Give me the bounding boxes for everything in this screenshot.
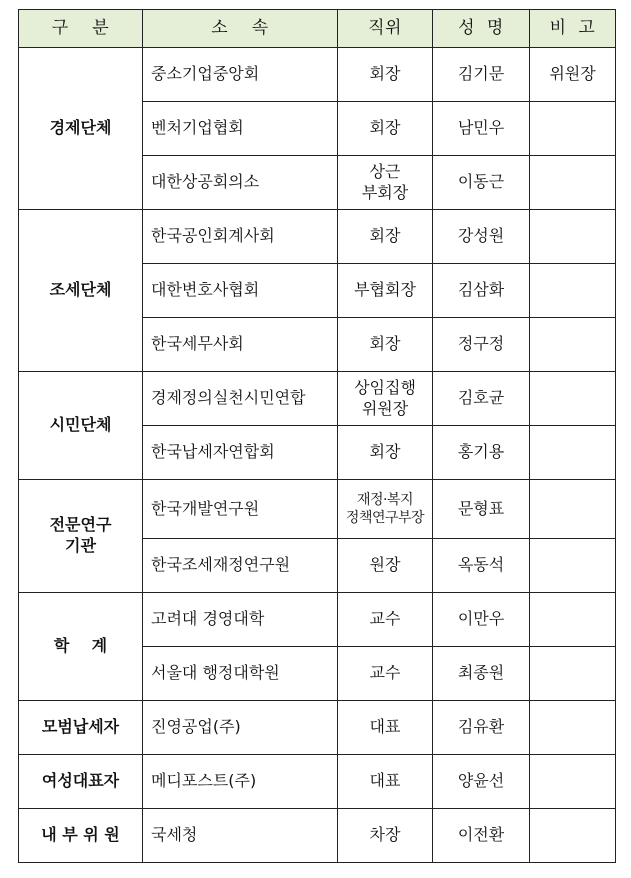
position-line: 부회장: [361, 182, 409, 202]
position-line: 교수: [369, 663, 401, 683]
position-line: 부협회장: [354, 280, 416, 300]
category-cell: 여성대표자: [19, 755, 143, 809]
name-cell: 강성원: [433, 210, 530, 264]
position-cell: [338, 156, 433, 210]
category-cell: 조세단체: [19, 210, 143, 372]
table-row: [19, 755, 616, 809]
category-cell: 내 부 위 원: [19, 809, 143, 863]
position-cell: [338, 372, 433, 426]
position-line: 원장: [369, 555, 401, 575]
note-cell: [530, 102, 616, 156]
table-row: [19, 480, 616, 539]
position-cell: [338, 210, 433, 264]
organization-cell: 벤처기업협회: [143, 102, 338, 156]
organization-cell: 한국납세자연합회: [143, 426, 338, 480]
name-cell: 김호균: [433, 372, 530, 426]
category-cell: 시민단체: [19, 372, 143, 480]
header-organization: 소 속: [143, 10, 338, 48]
note-cell: [530, 647, 616, 701]
category-cell: 경제단체: [19, 48, 143, 210]
position-cell: [338, 701, 433, 755]
name-cell: 남민우: [433, 102, 530, 156]
name-cell: 양윤선: [433, 755, 530, 809]
category-cell: 학 계: [19, 593, 143, 701]
position-line: 회장: [369, 226, 401, 246]
organization-cell: 한국세무사회: [143, 318, 338, 372]
note-cell: [530, 701, 616, 755]
position-line: 회장: [369, 442, 401, 462]
name-cell: 이만우: [433, 593, 530, 647]
position-line: 정책연구부장: [345, 510, 425, 526]
note-cell: [530, 593, 616, 647]
organization-cell: 한국개발연구원: [143, 480, 338, 539]
position-cell: [338, 102, 433, 156]
header-name: 성 명: [433, 10, 530, 48]
note-cell: [530, 755, 616, 809]
organization-cell: 대한변호사협회: [143, 264, 338, 318]
name-cell: 이동근: [433, 156, 530, 210]
header-position: 직위: [338, 10, 433, 48]
organization-cell: 대한상공회의소: [143, 156, 338, 210]
name-cell: 홍기용: [433, 426, 530, 480]
position-cell: [338, 264, 433, 318]
table-row: [19, 372, 616, 426]
position-cell: [338, 809, 433, 863]
position-cell: [338, 755, 433, 809]
name-cell: 이전환: [433, 809, 530, 863]
position-line: 재정·복지: [356, 491, 414, 508]
note-cell: [530, 210, 616, 264]
position-cell: [338, 593, 433, 647]
note-cell: [530, 156, 616, 210]
name-cell: 옥동석: [433, 539, 530, 593]
note-cell: [530, 318, 616, 372]
position-cell: [338, 539, 433, 593]
note-cell: [530, 809, 616, 863]
header-category: 구 분: [19, 10, 143, 48]
committee-roster-table: [18, 9, 616, 863]
organization-cell: 경제정의실천시민연합: [143, 372, 338, 426]
table-row: [19, 809, 616, 863]
position-line: 차장: [369, 825, 401, 845]
position-line: 대표: [369, 771, 401, 791]
table-row: [19, 701, 616, 755]
position-cell: [338, 480, 433, 539]
position-line: 상임집행: [354, 377, 416, 397]
name-cell: 김삼화: [433, 264, 530, 318]
position-line: 교수: [369, 609, 401, 629]
header-note: 비 고: [530, 10, 616, 48]
note-cell: [530, 264, 616, 318]
position-line: 회장: [369, 118, 401, 138]
position-cell: [338, 48, 433, 102]
note-cell: 위원장: [530, 48, 616, 102]
position-line: 위원장: [361, 398, 409, 418]
position-cell: [338, 318, 433, 372]
category-cell: 전문연구 기관: [19, 480, 143, 593]
table-row: [19, 48, 616, 102]
name-cell: 김기문: [433, 48, 530, 102]
note-cell: [530, 539, 616, 593]
name-cell: 김유환: [433, 701, 530, 755]
organization-cell: 국세청: [143, 809, 338, 863]
organization-cell: 서울대 행정대학원: [143, 647, 338, 701]
organization-cell: 진영공업(주): [143, 701, 338, 755]
roster-body: [19, 48, 616, 863]
organization-cell: 고려대 경영대학: [143, 593, 338, 647]
position-line: 대표: [369, 717, 401, 737]
note-cell: [530, 426, 616, 480]
table-row: [19, 593, 616, 647]
organization-cell: 한국공인회계사회: [143, 210, 338, 264]
position-line: 상근: [369, 161, 401, 181]
table-row: [19, 210, 616, 264]
organization-cell: 중소기업중앙회: [143, 48, 338, 102]
header-row: [19, 10, 616, 48]
name-cell: 문형표: [433, 480, 530, 539]
position-cell: [338, 426, 433, 480]
note-cell: [530, 372, 616, 426]
organization-cell: 메디포스트(주): [143, 755, 338, 809]
category-cell: 모범납세자: [19, 701, 143, 755]
name-cell: 정구정: [433, 318, 530, 372]
note-cell: [530, 480, 616, 539]
position-line: 회장: [369, 334, 401, 354]
organization-cell: 한국조세재정연구원: [143, 539, 338, 593]
position-line: 회장: [369, 64, 401, 84]
position-cell: [338, 647, 433, 701]
name-cell: 최종원: [433, 647, 530, 701]
